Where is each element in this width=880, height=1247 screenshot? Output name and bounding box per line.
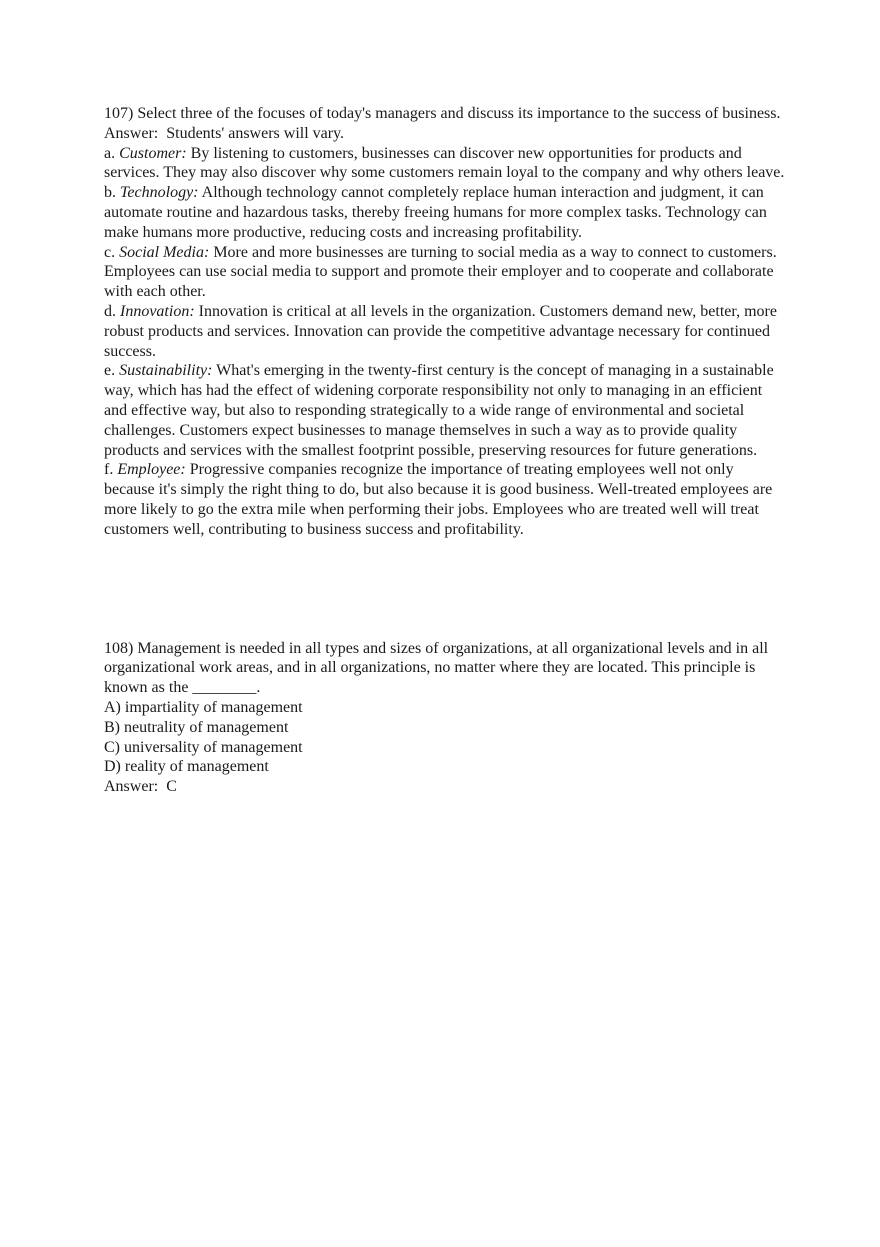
question-text: Management is needed in all types and sizes of organizations, at all organizational levels and in all organizational work areas, and in all organizations, no matter where they are located. This principle is known as the ________. bbox=[104, 639, 769, 697]
answer-text: Students' answers will vary. bbox=[166, 124, 345, 142]
item-text: Although technology cannot completely replace human interaction and judgment, it can automate routine and hazardous tasks, thereby freeing humans for more complex tasks. Technology can make humans more productive, reducing costs and increasing profitability. bbox=[104, 184, 767, 241]
item-text: What's emerging in the twenty-first century is the concept of managing in a sustainable way, which has had the effect of widening corporate responsibility not only to managing in an efficient and effective way, but also to responding strategically to a wide range of environmental and societal challenges. Customers expect businesses to manage themselves in such a way as to provide quality products and services with the smallest footprint possible, preserving resources for future generations. bbox=[104, 362, 774, 459]
question-number: 107) bbox=[104, 105, 134, 122]
item-text: More and more businesses are turning to social media as a way to connect to customers. Employees can use social media to support and promote their employer and to cooperate and collaborate with each other. bbox=[104, 243, 777, 301]
question-number: 108) bbox=[104, 639, 134, 657]
answer-text: C bbox=[166, 778, 177, 796]
answer-line bbox=[104, 124, 786, 144]
option-a: A) impartiality of management bbox=[104, 698, 303, 716]
question-108 bbox=[104, 639, 786, 797]
question-107 bbox=[104, 104, 786, 540]
answer-item-employee bbox=[104, 460, 786, 539]
item-label: Social Media: bbox=[119, 243, 210, 261]
option-c: C) universality of management bbox=[104, 738, 303, 756]
document-page bbox=[104, 104, 786, 797]
answer-prefix: Answer: bbox=[104, 778, 159, 796]
question-prompt bbox=[104, 639, 786, 698]
answer-line bbox=[104, 777, 786, 797]
item-label: Innovation: bbox=[120, 302, 195, 320]
option-d: D) reality of management bbox=[104, 758, 269, 776]
item-text: Innovation is critical at all levels in the organization. Customers demand new, better, more robust products and services. Innovation can provide the competitive advantage necessary for continued success. bbox=[104, 302, 777, 360]
item-text: By listening to customers, businesses can discover new opportunities for products and services. They may also discover why some customers remain loyal to the company and why others leave. bbox=[104, 144, 785, 182]
item-text: Progressive companies recognize the importance of treating employees well not only because it's simply the right thing to do, but also because it is good business. Well-treated employees are more likely to go the extra mile when performing their jobs. Employees who are treated well will treat customers well, contributing to business success and profitability. bbox=[104, 461, 773, 538]
item-letter: f. bbox=[104, 461, 114, 479]
item-label: Sustainability: bbox=[119, 362, 213, 380]
answer-item-customer bbox=[104, 144, 786, 184]
item-letter: d. bbox=[104, 302, 116, 320]
answer-item-social-media bbox=[104, 243, 786, 302]
option-b: B) neutrality of management bbox=[104, 718, 289, 736]
answer-item-innovation bbox=[104, 302, 786, 361]
item-label: Employee: bbox=[117, 461, 186, 479]
question-text: Select three of the focuses of today's managers and discuss its importance to the success of business. bbox=[137, 105, 781, 122]
item-letter: b. bbox=[104, 184, 116, 202]
item-letter: a. bbox=[104, 144, 116, 162]
answer-prefix: Answer: bbox=[104, 124, 159, 142]
item-label: Technology: bbox=[120, 184, 199, 202]
question-prompt bbox=[104, 104, 786, 124]
answer-item-technology bbox=[104, 183, 786, 242]
item-letter: e. bbox=[104, 362, 116, 380]
item-letter: c. bbox=[104, 243, 116, 261]
item-label: Customer: bbox=[119, 144, 187, 162]
answer-item-sustainability bbox=[104, 361, 786, 460]
